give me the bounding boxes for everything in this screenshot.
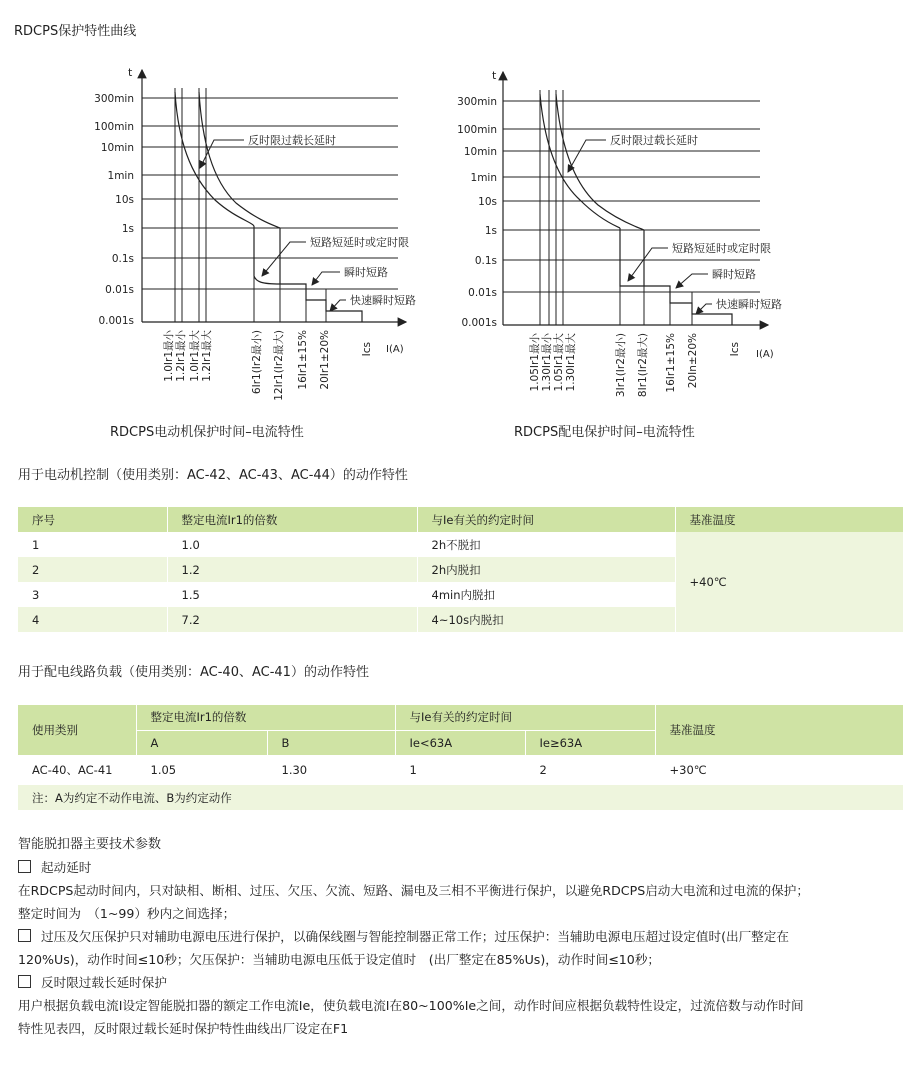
right-x-tick: Ics bbox=[729, 342, 741, 357]
motor-section-title: 用于电动机控制（使用类别：AC-42、AC-43、AC-44）的动作特性 bbox=[18, 468, 408, 483]
right-y-tick: 1s bbox=[484, 225, 497, 237]
left-x-tick: 1.2Ir1最小 bbox=[175, 330, 187, 382]
right-x-tick: 8Ir1(Ir2最大) bbox=[637, 333, 649, 398]
param-item-title: 起动延时 bbox=[41, 860, 92, 875]
motor-temperature: +40℃ bbox=[675, 532, 903, 632]
right-annotation: 短路短延时或定时限 bbox=[672, 242, 771, 255]
right-annotation: 快速瞬时短路 bbox=[716, 298, 782, 311]
param-item-title: 反时限过载长延时保护 bbox=[41, 975, 167, 990]
dist-sub-ie2: Ie≥63A bbox=[525, 730, 655, 755]
checkbox-icon bbox=[18, 860, 31, 873]
table-row bbox=[18, 532, 903, 557]
motor-cell: 4~10s内脱扣 bbox=[417, 607, 675, 632]
motor-cell: 1.5 bbox=[167, 582, 417, 607]
left-y-tick: 1s bbox=[121, 223, 134, 235]
dist-sub-ie1: Ie<63A bbox=[395, 730, 525, 755]
param-text: 120%Us)，动作时间≤10秒；欠压保护：当辅助电源电压低于设定值时 (出厂整定在85%Us)，动作时间≤10秒； bbox=[18, 952, 661, 967]
motor-header-cell: 与Ie有关的约定时间 bbox=[417, 507, 675, 532]
left-x-tick: 6Ir1(Ir2最小) bbox=[251, 330, 263, 395]
left-x-tick: 16Ir1±15% bbox=[297, 330, 309, 390]
motor-header-cell: 序号 bbox=[18, 507, 167, 532]
motor-cell: 2 bbox=[18, 557, 167, 582]
motor-cell: 2h不脱扣 bbox=[417, 532, 675, 557]
motor-header-cell: 基准温度 bbox=[675, 507, 903, 532]
left-x-tick: 1.0Ir1最大 bbox=[189, 330, 201, 382]
motor-cell: 7.2 bbox=[167, 607, 417, 632]
left-x-tick: 1.2Ir1最大 bbox=[201, 330, 213, 382]
left-x-axis-label: I(A) bbox=[386, 344, 404, 355]
right-x-tick: 1.30Ir1最小 bbox=[541, 333, 553, 392]
checkbox-icon bbox=[18, 975, 31, 988]
right-x-tick: 20In±20% bbox=[687, 333, 699, 389]
left-annotation: 反时限过载长延时 bbox=[248, 134, 336, 147]
chart-left bbox=[94, 66, 416, 440]
motor-cell: 1.2 bbox=[167, 557, 417, 582]
left-caption: RDCPS电动机保护时间–电流特性 bbox=[110, 425, 304, 440]
left-y-tick: 0.01s bbox=[105, 284, 134, 296]
right-y-tick: 10s bbox=[478, 196, 497, 208]
left-y-tick: 0.001s bbox=[98, 315, 134, 327]
right-x-tick: 1.30Ir1最大 bbox=[565, 333, 577, 392]
dist-header-temp: 基准温度 bbox=[655, 705, 903, 755]
dist-cell: 1.30 bbox=[267, 755, 395, 785]
dist-header-multiple: 整定电流Ir1的倍数 bbox=[136, 705, 395, 730]
left-y-tick: 100min bbox=[94, 121, 134, 133]
param-text: 过压及欠压保护只对辅助电源电压进行保护，以确保线圈与智能控制器正常工作；过压保护：当辅助电源电压超过设定值时(出厂整定在 bbox=[41, 929, 789, 944]
right-x-tick: 1.05Ir1最大 bbox=[553, 333, 565, 392]
right-y-tick: 0.001s bbox=[461, 317, 497, 329]
left-y-axis-label: t bbox=[128, 66, 133, 79]
dist-cell: +30℃ bbox=[669, 763, 707, 777]
right-y-tick: 10min bbox=[463, 146, 497, 158]
param-item-overload bbox=[18, 972, 167, 995]
motor-table bbox=[18, 507, 903, 632]
param-text: 用户根据负载电流I设定智能脱扣器的额定工作电流Ie，使负载电流I在80~100%Ie之间，动作时间应根据负载特性设定，过流倍数与动作时间 bbox=[18, 998, 804, 1013]
dist-cell: AC-40、AC-41 bbox=[18, 755, 136, 785]
left-x-tick: Ics bbox=[361, 342, 373, 357]
left-y-tick: 10min bbox=[100, 142, 134, 154]
dist-cell: 1 bbox=[395, 755, 525, 785]
left-annotation: 快速瞬时短路 bbox=[350, 294, 416, 307]
right-y-tick: 0.1s bbox=[474, 255, 497, 267]
left-x-tick: 20Ir1±20% bbox=[319, 330, 331, 390]
dist-section-title: 用于配电线路负载（使用类别：AC-40、AC-41）的动作特性 bbox=[18, 665, 369, 680]
left-annotation: 瞬时短路 bbox=[344, 266, 388, 279]
motor-header-cell: 整定电流Ir1的倍数 bbox=[167, 507, 417, 532]
dist-sub-b: B bbox=[267, 730, 395, 755]
right-y-tick: 300min bbox=[457, 96, 497, 108]
dist-table bbox=[18, 705, 903, 810]
params-title: 智能脱扣器主要技术参数 bbox=[18, 837, 162, 852]
right-annotation: 瞬时短路 bbox=[712, 268, 756, 281]
left-y-tick: 300min bbox=[94, 93, 134, 105]
right-y-tick: 100min bbox=[457, 124, 497, 136]
param-item-voltage bbox=[18, 926, 789, 949]
dist-cell: 2 bbox=[525, 755, 655, 785]
right-x-tick: 16Ir1±15% bbox=[665, 333, 677, 393]
motor-cell: 1.0 bbox=[167, 532, 417, 557]
right-x-tick: 3Ir1(Ir2最小) bbox=[615, 333, 627, 398]
motor-cell: 4 bbox=[18, 607, 167, 632]
dist-header-category: 使用类别 bbox=[18, 705, 136, 755]
left-annotation: 短路短延时或定时限 bbox=[310, 236, 409, 249]
page-title: RDCPS保护特性曲线 bbox=[14, 24, 137, 39]
param-text: 在RDCPS起动时间内，只对缺相、断相、过压、欠压、欠流、短路、漏电及三相不平衡进行保护，以避免RDCPS启动大电流和过电流的保护； bbox=[18, 883, 809, 898]
left-x-tick: 12Ir1(Ir2最大) bbox=[273, 330, 285, 401]
motor-cell: 1 bbox=[18, 532, 167, 557]
left-y-tick: 0.1s bbox=[111, 253, 134, 265]
right-annotation: 反时限过载长延时 bbox=[610, 134, 698, 147]
right-caption: RDCPS配电保护时间–电流特性 bbox=[514, 425, 695, 440]
chart-right bbox=[457, 69, 782, 440]
motor-cell: 2h内脱扣 bbox=[417, 557, 675, 582]
right-y-tick: 0.01s bbox=[468, 287, 497, 299]
param-item-startup bbox=[18, 857, 91, 880]
right-y-tick: 1min bbox=[470, 172, 497, 184]
left-y-tick: 10s bbox=[115, 194, 134, 206]
dist-header-time: 与Ie有关的约定时间 bbox=[395, 705, 655, 730]
dist-sub-a: A bbox=[136, 730, 267, 755]
characteristic-curves bbox=[0, 0, 920, 450]
right-x-tick: 1.05Ir1最小 bbox=[529, 333, 541, 392]
checkbox-icon bbox=[18, 929, 31, 942]
left-x-tick: 1.0Ir1最小 bbox=[163, 330, 175, 382]
right-x-axis-label: I(A) bbox=[756, 349, 774, 360]
param-text: 整定时间为 （1~99）秒内之间选择； bbox=[18, 906, 236, 921]
dist-note: 注：A为约定不动作电流、B为约定动作 bbox=[18, 785, 903, 810]
right-y-axis-label: t bbox=[492, 69, 497, 82]
dist-cell: 1.05 bbox=[136, 755, 267, 785]
motor-cell: 3 bbox=[18, 582, 167, 607]
left-y-tick: 1min bbox=[107, 170, 134, 182]
table-row bbox=[18, 755, 903, 785]
motor-cell: 4min内脱扣 bbox=[417, 582, 675, 607]
param-text: 特性见表四，反时限过载长延时保护特性曲线出厂设定在F1 bbox=[18, 1021, 349, 1036]
